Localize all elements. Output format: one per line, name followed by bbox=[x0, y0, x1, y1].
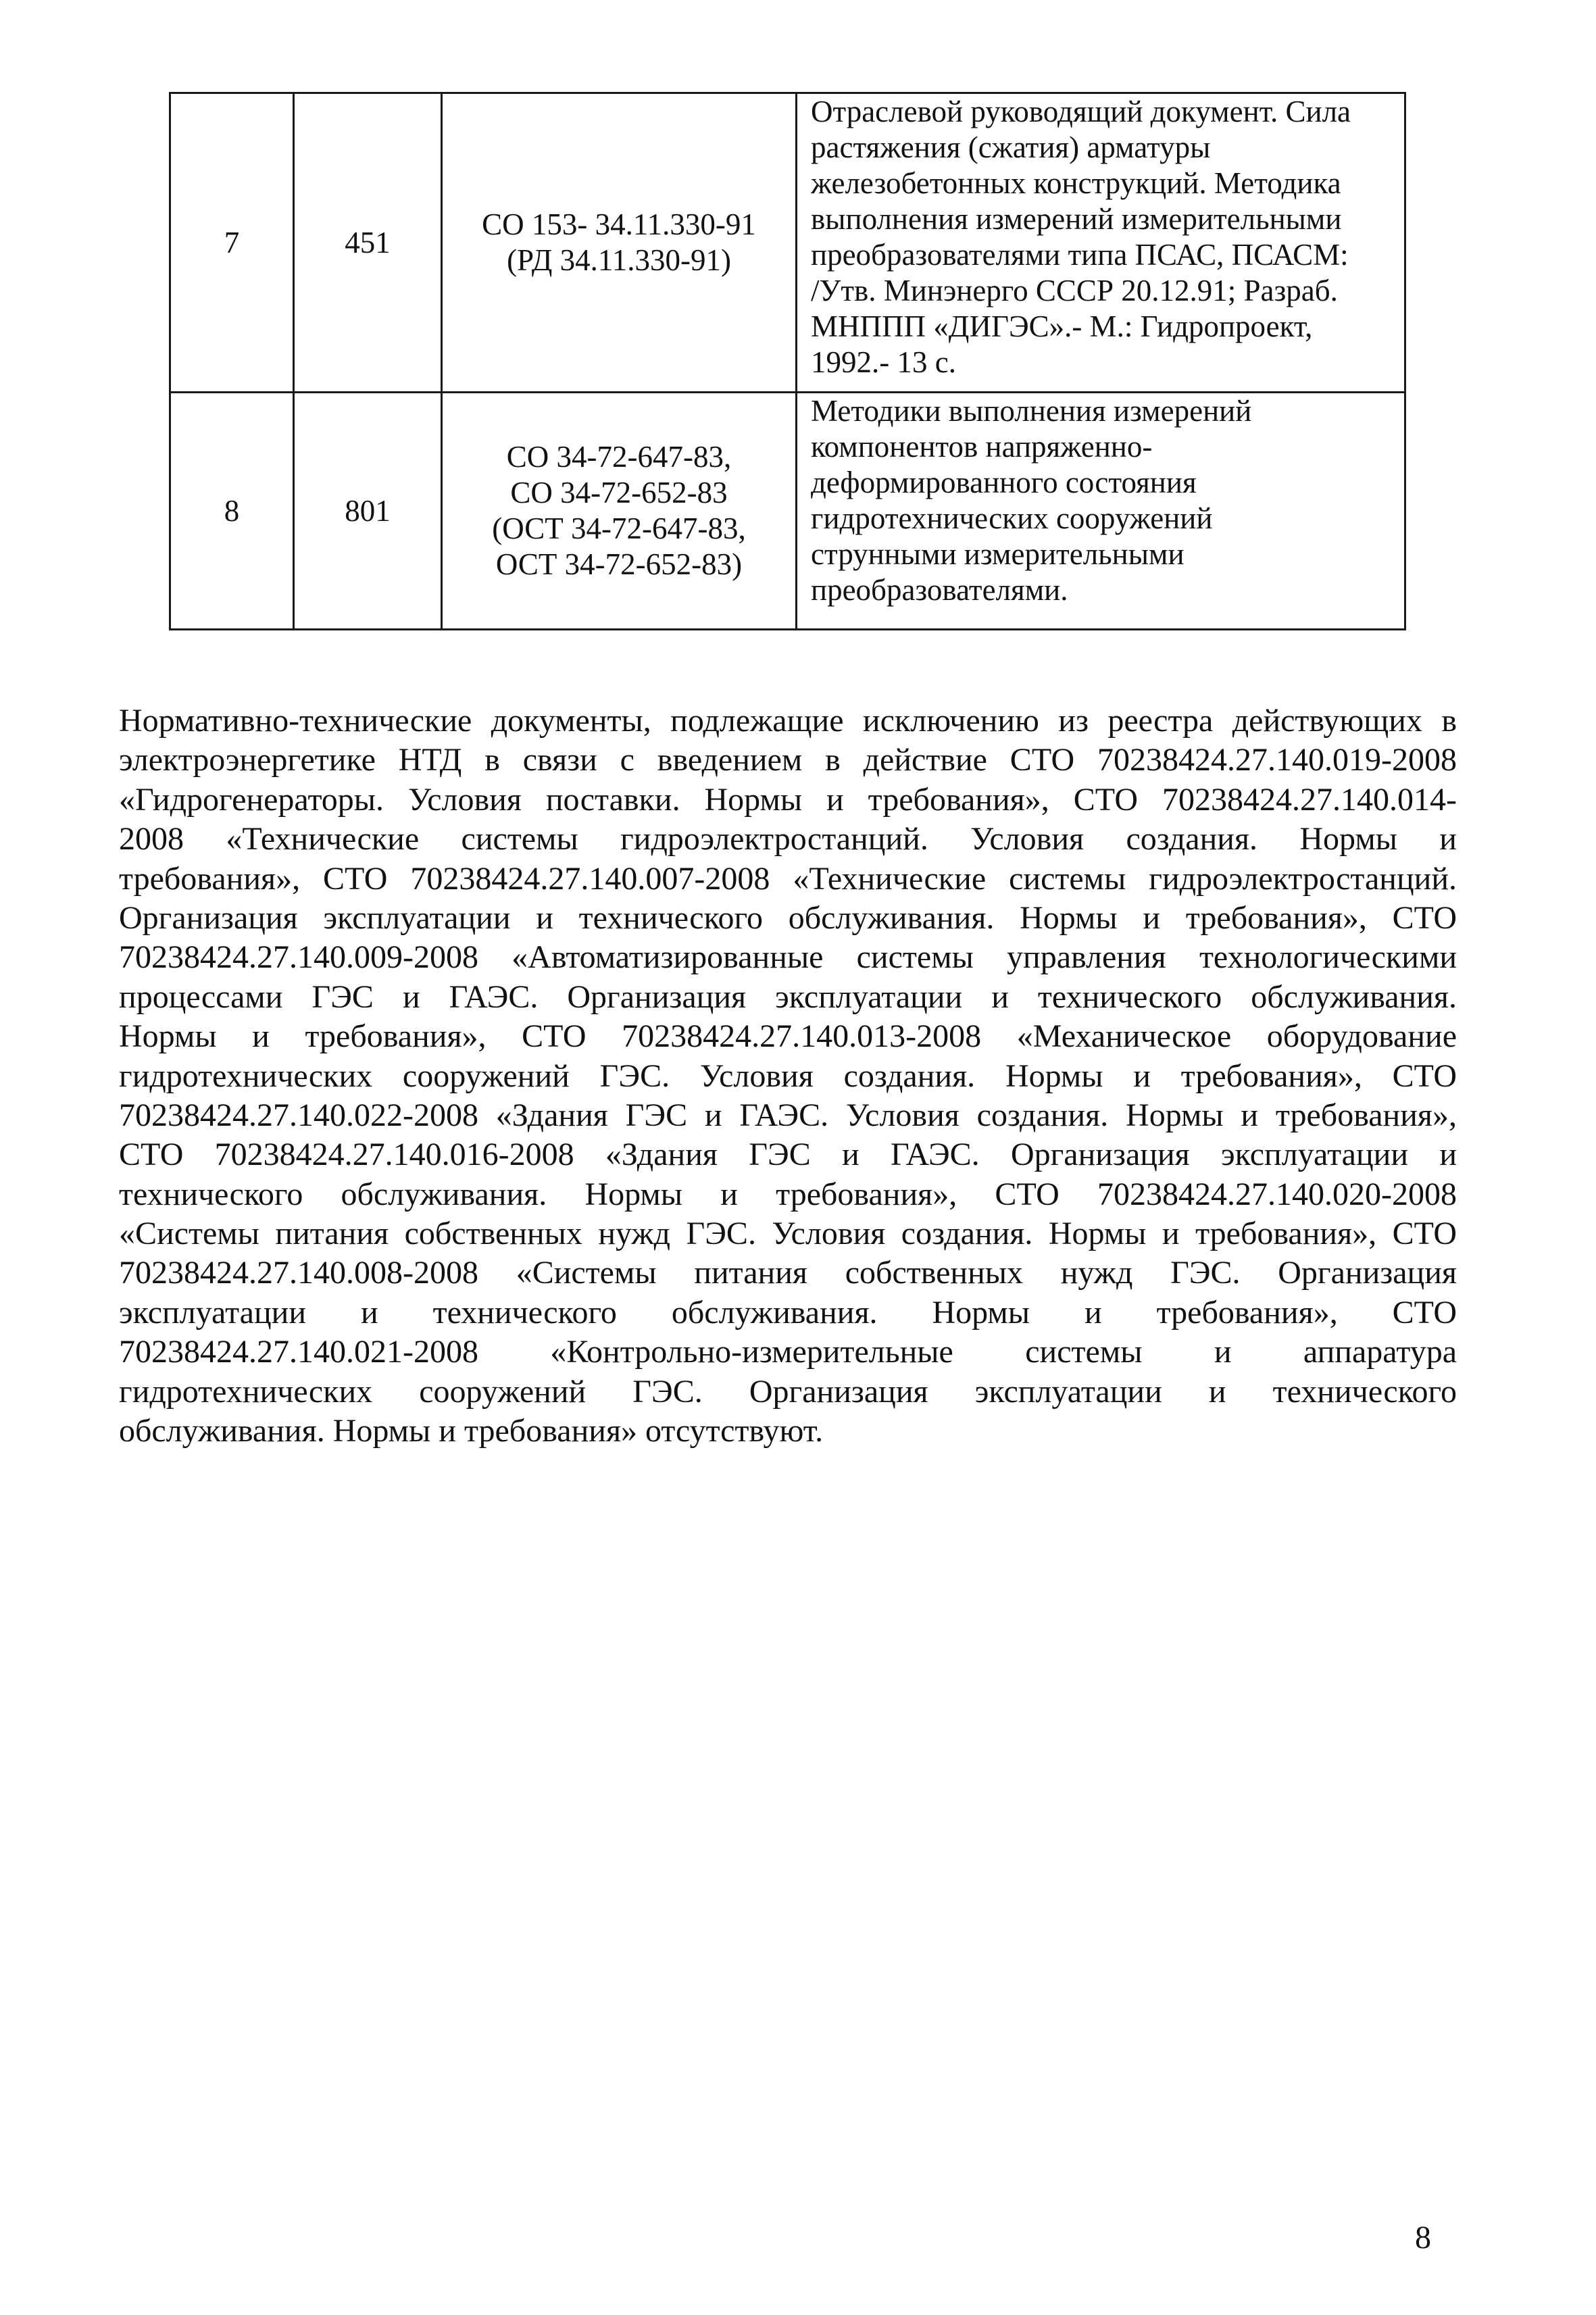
page-number: 8 bbox=[1415, 2220, 1431, 2256]
description-line: Методики выполнения измерений bbox=[811, 394, 1252, 428]
table-row bbox=[170, 93, 1405, 393]
paragraph-line: Организация эксплуатации и технического обслуживания. Нормы и требования», СТО bbox=[119, 899, 1457, 936]
description-line: гидротехнических сооружений bbox=[811, 501, 1213, 535]
table-row bbox=[170, 393, 1405, 630]
description-line: струнными измерительными bbox=[811, 537, 1184, 571]
row-id-cell: 451 bbox=[294, 93, 442, 393]
document-code-line: (ОСТ 34-72-647-83, bbox=[492, 512, 746, 545]
description-line: МНППП «ДИГЭС».- М.: Гидропроект, bbox=[811, 309, 1313, 343]
paragraph-line: Нормативно-технические документы, подлежащие исключению из реестра действующих в bbox=[119, 703, 1457, 739]
row-number-cell: 7 bbox=[170, 93, 294, 393]
description-line: деформированного состояния bbox=[811, 466, 1197, 499]
row-id-cell: 801 bbox=[294, 393, 442, 630]
paragraph-line: 70238424.27.140.008-2008 «Системы питания собственных нужд ГЭС. Организация bbox=[119, 1255, 1457, 1291]
document-code-cell bbox=[442, 93, 797, 393]
paragraph-line: требования», СТО 70238424.27.140.007-2008 «Технические системы гидроэлектростанций. bbox=[119, 860, 1457, 897]
row-number-cell: 8 bbox=[170, 393, 294, 630]
paragraph-line: обслуживания. Нормы и требования» отсутствуют. bbox=[119, 1413, 824, 1449]
description-line: железобетонных конструкций. Методика bbox=[811, 166, 1341, 200]
paragraph-line: процессами ГЭС и ГАЭС. Организация эксплуатации и технического обслуживания. bbox=[119, 978, 1457, 1015]
paragraph-line: 70238424.27.140.009-2008 «Автоматизированные системы управления технологическими bbox=[119, 939, 1457, 976]
document-code-line: СО 34-72-647-83, bbox=[506, 440, 732, 474]
paragraph-line: Нормы и требования», СТО 70238424.27.140.013-2008 «Механическое оборудование bbox=[119, 1018, 1457, 1055]
document-code-line: ОСТ 34-72-652-83) bbox=[495, 547, 743, 581]
paragraph-line: 70238424.27.140.022-2008 «Здания ГЭС и ГАЭС. Условия создания. Нормы и требования», bbox=[119, 1097, 1457, 1133]
paragraph-line: технического обслуживания. Нормы и требования», СТО 70238424.27.140.020-2008 bbox=[119, 1176, 1457, 1212]
description-line: 1992.- 13 с. bbox=[811, 345, 956, 379]
document-description-cell bbox=[797, 93, 1405, 393]
document-code-line: СО 34-72-652-83 bbox=[510, 476, 728, 509]
description-line: преобразователями типа ПСАС, ПСАСМ: bbox=[811, 238, 1349, 272]
paragraph-line: эксплуатации и технического обслуживания. Нормы и требования», СТО bbox=[119, 1294, 1457, 1330]
description-line: /Утв. Минэнерго СССР 20.12.91; Разраб. bbox=[811, 274, 1338, 307]
paragraph-line: СТО 70238424.27.140.016-2008 «Здания ГЭС и ГАЭС. Организация эксплуатации и bbox=[119, 1137, 1457, 1173]
document-code-line: СО 153- 34.11.330-91 bbox=[482, 207, 756, 241]
paragraph-line: 2008 «Технические системы гидроэлектростанций. Условия создания. Нормы и bbox=[119, 821, 1457, 857]
documents-table bbox=[169, 92, 1406, 630]
paragraph-line: гидротехнических сооружений ГЭС. Организация эксплуатации и технического bbox=[119, 1373, 1457, 1410]
document-description-cell bbox=[797, 393, 1405, 630]
document-code-line: (РД 34.11.330-91) bbox=[507, 243, 731, 277]
body-paragraph bbox=[119, 701, 1457, 1451]
description-line: преобразователями. bbox=[811, 573, 1068, 607]
document-code-cell bbox=[442, 393, 797, 630]
description-line: растяжения (сжатия) арматуры bbox=[811, 130, 1211, 164]
description-line: выполнения измерений измерительными bbox=[811, 202, 1342, 236]
paragraph-line: гидротехнических сооружений ГЭС. Условия создания. Нормы и требования», СТО bbox=[119, 1057, 1457, 1094]
description-line: компонентов напряженно- bbox=[811, 430, 1153, 464]
paragraph-line: 70238424.27.140.021-2008 «Контрольно-измерительные системы и аппаратура bbox=[119, 1334, 1457, 1370]
paragraph-line: электроэнергетике НТД в связи с введением в действие СТО 70238424.27.140.019-2008 bbox=[119, 742, 1457, 778]
paragraph-line: «Системы питания собственных нужд ГЭС. Условия создания. Нормы и требования», СТО bbox=[119, 1216, 1457, 1252]
description-line: Отраслевой руководящий документ. Сила bbox=[811, 95, 1351, 128]
paragraph-line: «Гидрогенераторы. Условия поставки. Нормы и требования», СТО 70238424.27.140.014- bbox=[119, 781, 1457, 818]
